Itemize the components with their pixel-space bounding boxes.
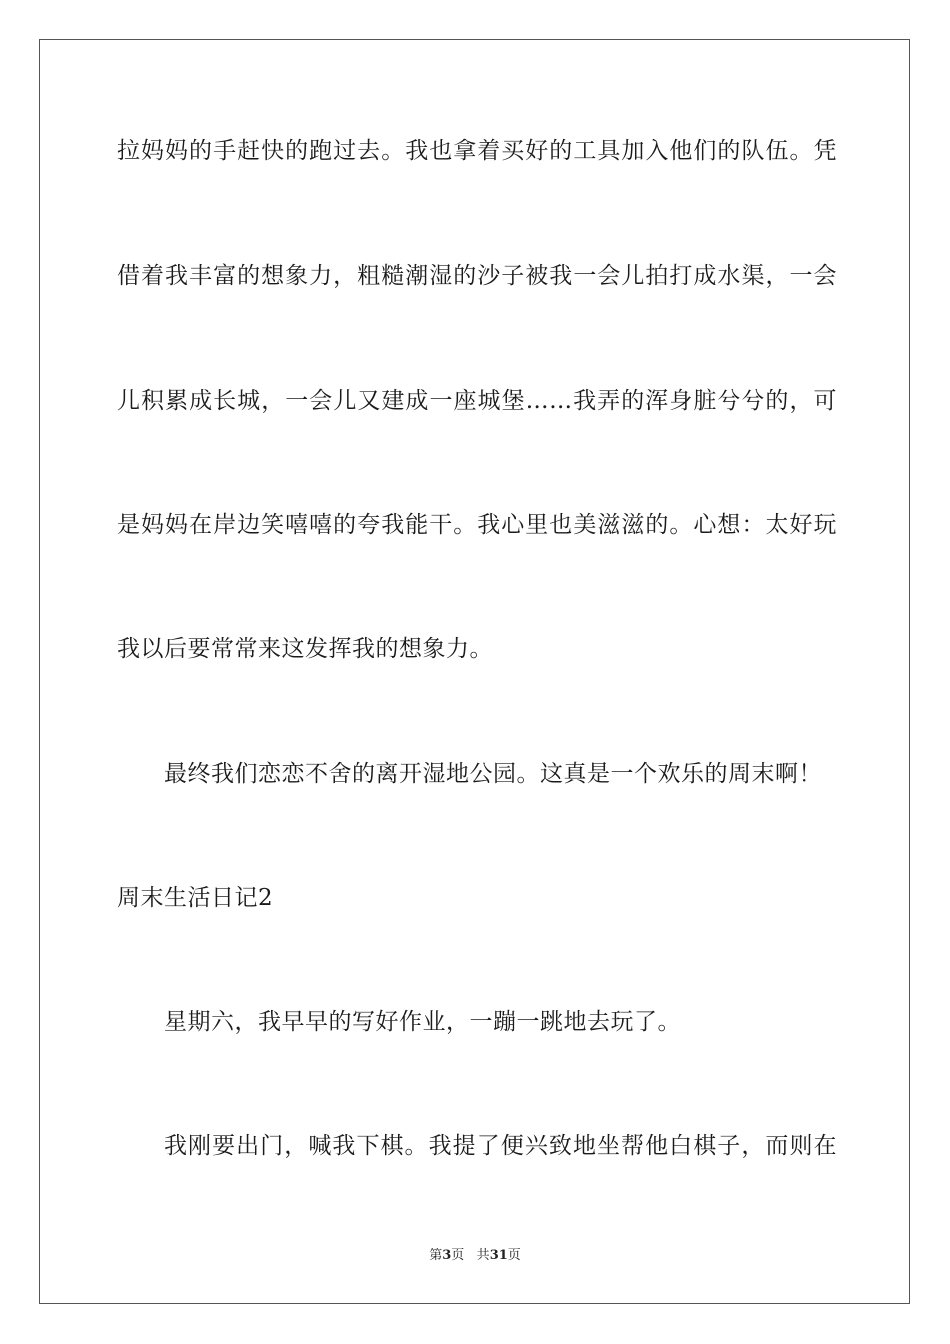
body-line-4: 是妈妈在岸边笑嘻嘻的夸我能干。我心里也美滋滋的。心想：太好玩 [117, 512, 837, 538]
current-page-number: 3 [442, 1248, 452, 1263]
body-line-2: 借着我丰富的想象力，粗糙潮湿的沙子被我一会儿拍打成水渠，一会 [117, 263, 837, 289]
page-footer [0, 1247, 950, 1265]
body-line-1: 拉妈妈的手赶快的跑过去。我也拿着买好的工具加入他们的队伍。凭 [117, 138, 837, 164]
body-line-8: 我刚要出门，喊我下棋。我提了便兴致地坐帮他白棋子，而则在 [164, 1133, 837, 1159]
footer-prefix: 第 [429, 1248, 443, 1263]
section-heading: 周末生活日记2 [117, 885, 274, 911]
body-line-6: 最终我们恋恋不舍的离开湿地公园。这真是一个欢乐的周末啊！ [164, 761, 822, 787]
footer-page-suffix: 页 [451, 1248, 465, 1263]
body-line-7: 星期六，我早早的写好作业，一蹦一跳地去玩了。 [164, 1009, 681, 1035]
total-pages-number: 31 [489, 1248, 508, 1263]
page-border [39, 39, 910, 1304]
body-line-3: 儿积累成长城，一会儿又建成一座城堡……我弄的浑身脏兮兮的，可 [117, 388, 837, 414]
footer-total-prefix: 共 [476, 1248, 490, 1263]
footer-total-suffix: 页 [507, 1248, 521, 1263]
body-line-5: 我以后要常常来这发挥我的想象力。 [117, 636, 493, 662]
